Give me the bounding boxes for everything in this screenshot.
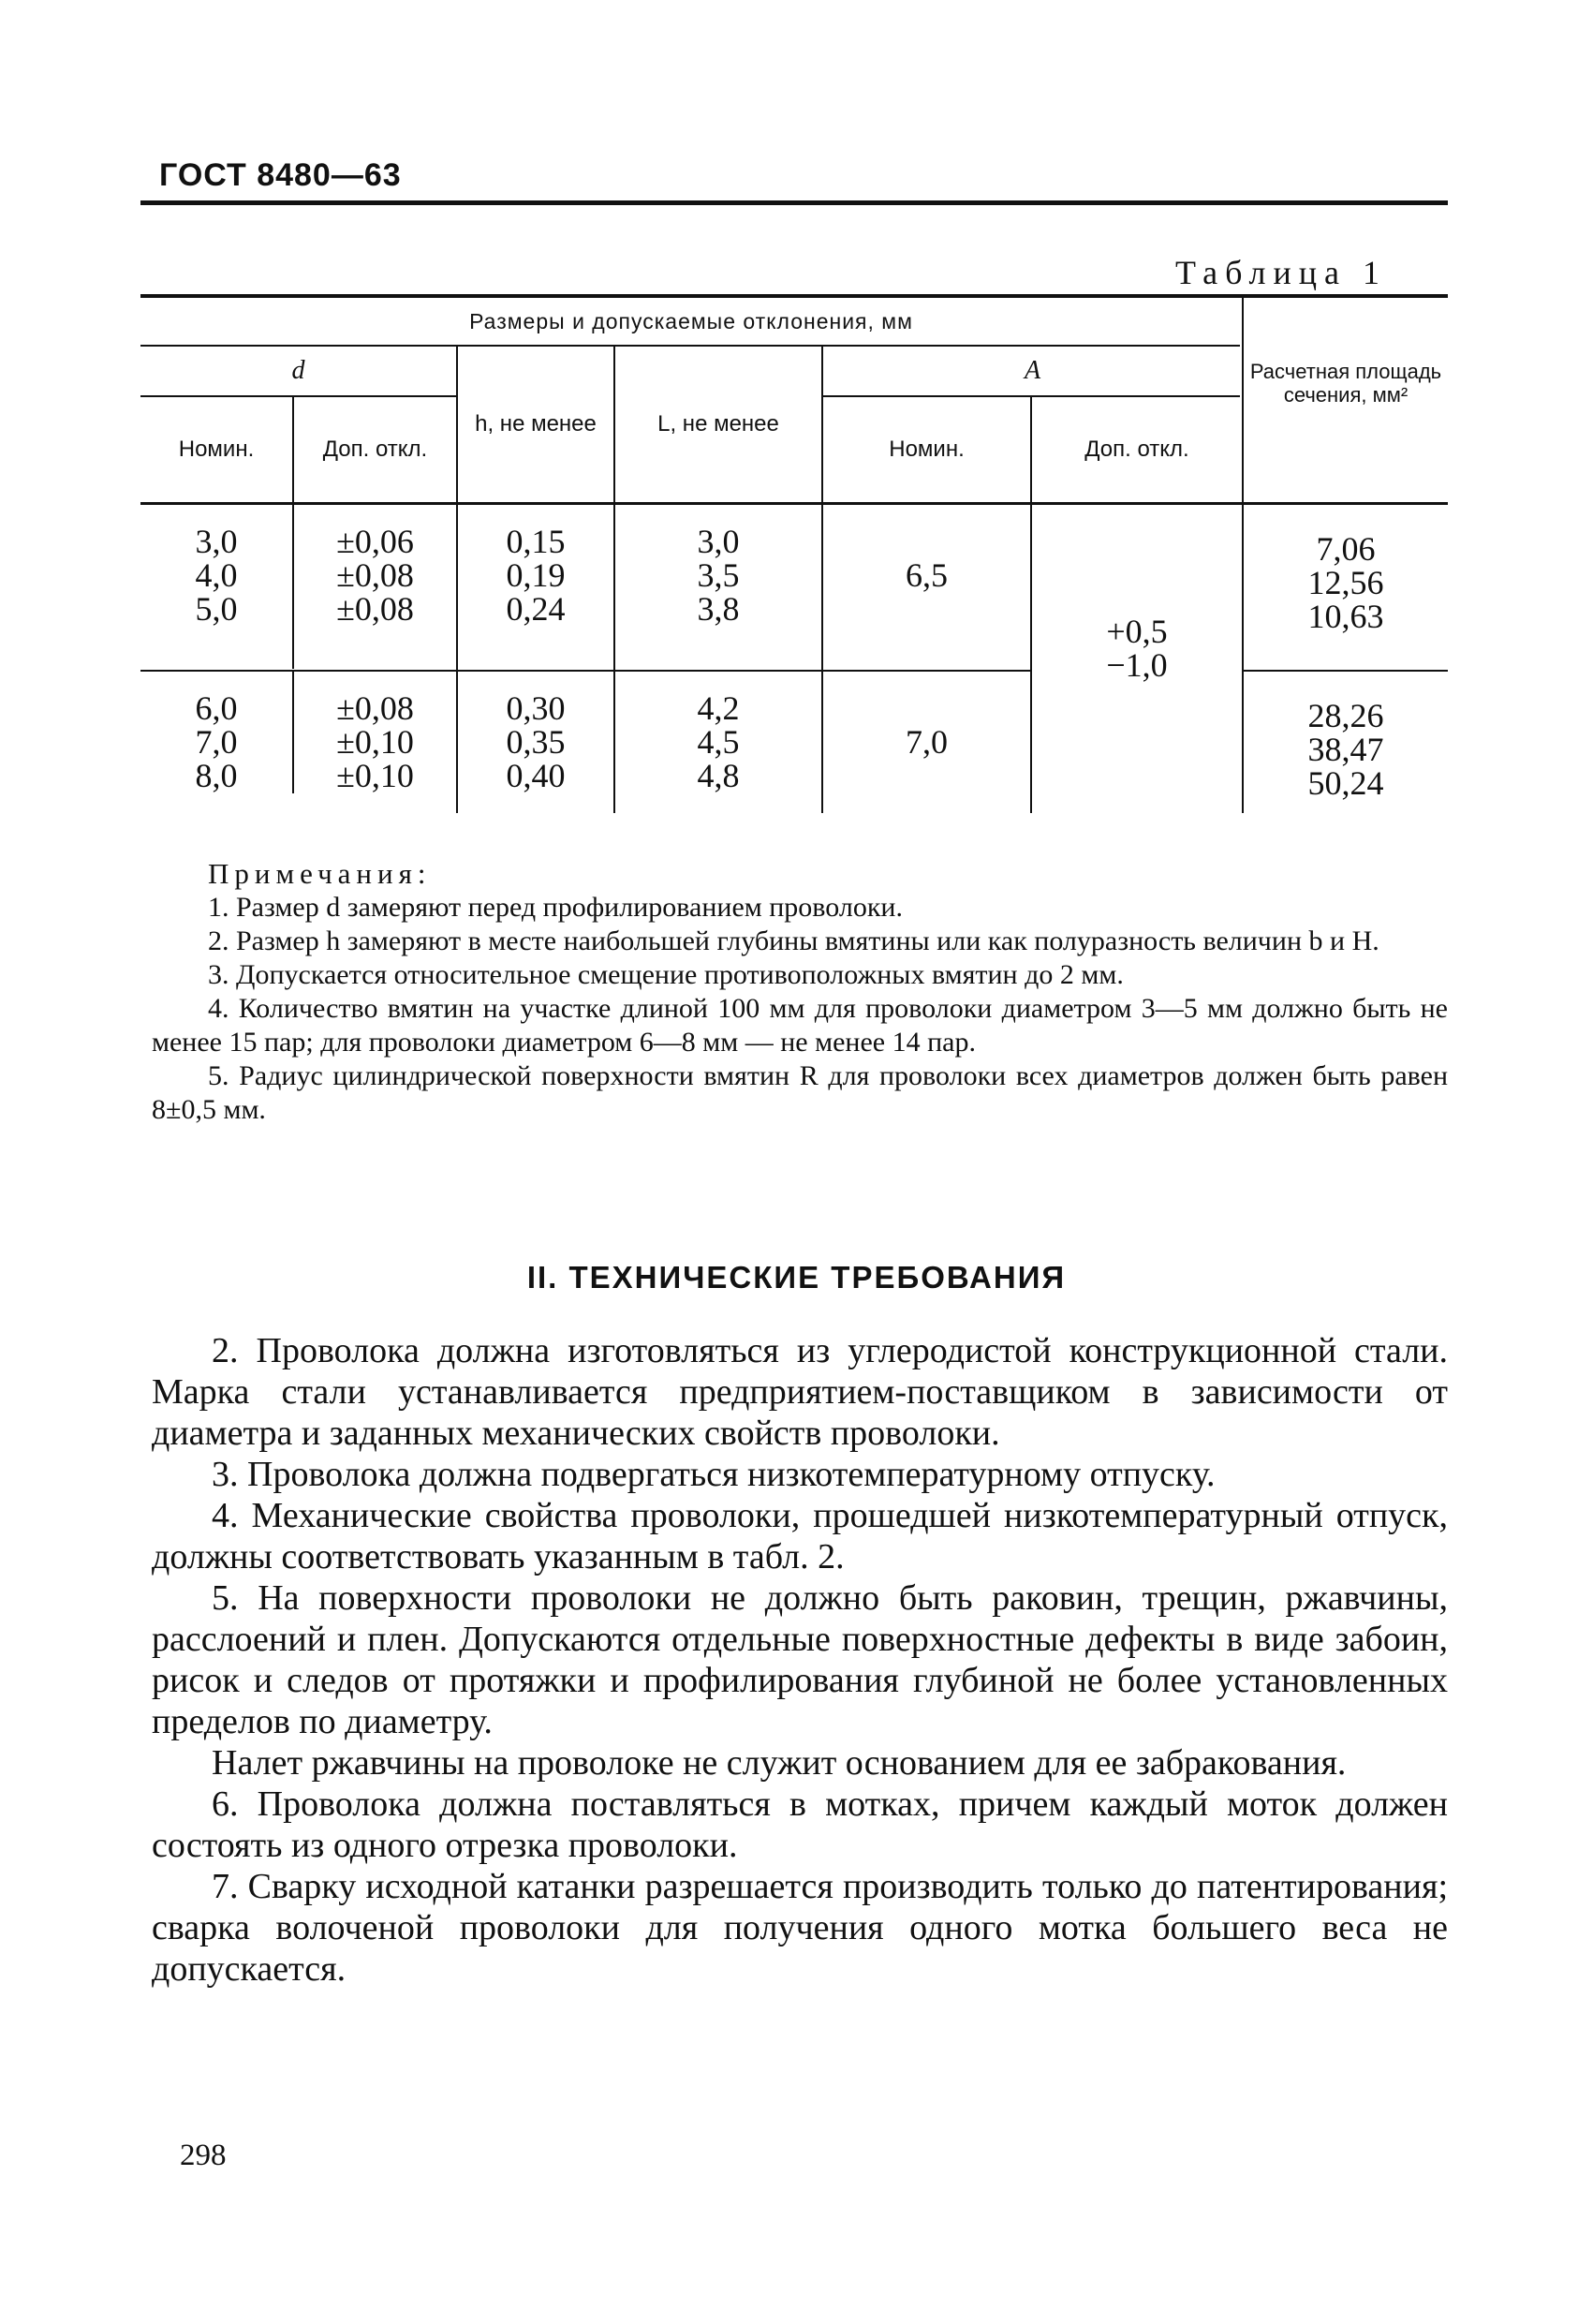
paragraph: 4. Механические свойства проволоки, прошедшей низкотемпературный отпуск, должны соответствовать указанным в табл. 2. bbox=[152, 1496, 1448, 1576]
group1-d-nom: 3,0 4,0 5,0 bbox=[195, 523, 238, 628]
table-caption: Таблица 1 bbox=[1175, 254, 1387, 291]
group2-A-nom: 7,0 bbox=[906, 723, 948, 761]
header-rule bbox=[140, 200, 1448, 205]
page-header: ГОСТ 8480—63 bbox=[159, 157, 402, 193]
group2-d-nom: 6,0 7,0 8,0 bbox=[195, 689, 238, 794]
group1-A-nom: 6,5 bbox=[906, 556, 948, 594]
A-tolerance: +0,5 −1,0 bbox=[1106, 613, 1168, 684]
note-item: 3. Допускается относительное смещение противоположных вмятин до 2 мм. bbox=[208, 959, 1124, 990]
paragraph: 3. Проволока должна подвергаться низкотемпературному отпуску. bbox=[212, 1455, 1216, 1494]
table-rule bbox=[1244, 670, 1448, 672]
group1-h: 0,15 0,19 0,24 bbox=[506, 523, 566, 628]
body-text bbox=[152, 1330, 1448, 1990]
group1-d-tol: ±0,06 ±0,08 ±0,08 bbox=[336, 523, 414, 628]
notes bbox=[152, 857, 1448, 1127]
col-header-d-tol: Доп. откл. bbox=[322, 437, 428, 463]
paragraph: 6. Проволока должна поставляться в мотках, причем каждый моток должен состоять из одного отрезка проволоки. bbox=[152, 1784, 1448, 1865]
col-header-A-nom: Номин. bbox=[889, 437, 965, 463]
paragraph: 7. Сварку исходной катанки разрешается производить только до патентирования; сварка волоченой проволоки для получения одного мотка большего веса не допускается. bbox=[152, 1867, 1448, 1989]
section-title: II. ТЕХНИЧЕСКИЕ ТРЕБОВАНИЯ bbox=[526, 1260, 1067, 1295]
col-header-h: h, не менее bbox=[475, 411, 597, 437]
col-header-d-nom: Номин. bbox=[178, 437, 255, 463]
paragraph: 5. На поверхности проволоки не должно быть раковин, трещин, ржавчины, расслоений и плен. Допускаются отдельные поверхностные дефекты в виде забоин, рисок и следов от протяжки и профилирования глубиной не более установленных пределов по диаметру. bbox=[152, 1578, 1448, 1741]
col-header-L: L, не менее bbox=[657, 411, 779, 437]
notes-title: Примечания: bbox=[208, 857, 432, 890]
note-item: 5. Радиус цилиндрической поверхности вмятин R для проволоки всех диаметров должен быть равен 8±0,5 мм. bbox=[152, 1060, 1448, 1125]
note-item: 2. Размер h замеряют в месте наибольшей глубины вмятины или как полуразность величин b и H. bbox=[208, 925, 1379, 956]
group1-L: 3,0 3,5 3,8 bbox=[697, 523, 740, 628]
page-number: 298 bbox=[180, 2139, 227, 2172]
group2-L: 4,2 4,5 4,8 bbox=[697, 689, 740, 794]
paragraph: Налет ржавчины на проволоке не служит основанием для ее забракования. bbox=[212, 1743, 1347, 1783]
group1-area: 7,06 12,56 10,63 bbox=[1307, 530, 1384, 635]
group-header: Размеры и допускаемые отклонения, мм bbox=[469, 308, 913, 333]
col-header-A-tol: Доп. откл. bbox=[1084, 437, 1189, 463]
group2-d-tol: ±0,08 ±0,10 ±0,10 bbox=[336, 689, 414, 794]
paragraph: 2. Проволока должна изготовляться из углеродистой конструкционной стали. Марка стали устанавливается предприятием-поставщиком в зависимости от диаметра и заданных механических свойств проволоки. bbox=[152, 1331, 1448, 1453]
group2-area: 28,26 38,47 50,24 bbox=[1307, 697, 1384, 802]
col-header-A: A bbox=[1024, 355, 1041, 385]
col-header-area: Расчетная площадь сечения, мм² bbox=[1249, 359, 1442, 407]
col-header-d: d bbox=[291, 355, 305, 385]
note-item: 1. Размер d замеряют перед профилированием проволоки. bbox=[208, 892, 903, 923]
dimensions-table bbox=[140, 294, 1448, 828]
table-rule bbox=[140, 670, 1030, 672]
note-item: 4. Количество вмятин на участке длиной 100 мм для проволоки диаметром 3—5 мм должно быть не менее 15 пар; для проволоки диаметром 6—8 мм — не менее 14 пар. bbox=[152, 993, 1448, 1058]
table-header-rule bbox=[140, 502, 1448, 505]
group2-h: 0,30 0,35 0,40 bbox=[506, 689, 566, 794]
